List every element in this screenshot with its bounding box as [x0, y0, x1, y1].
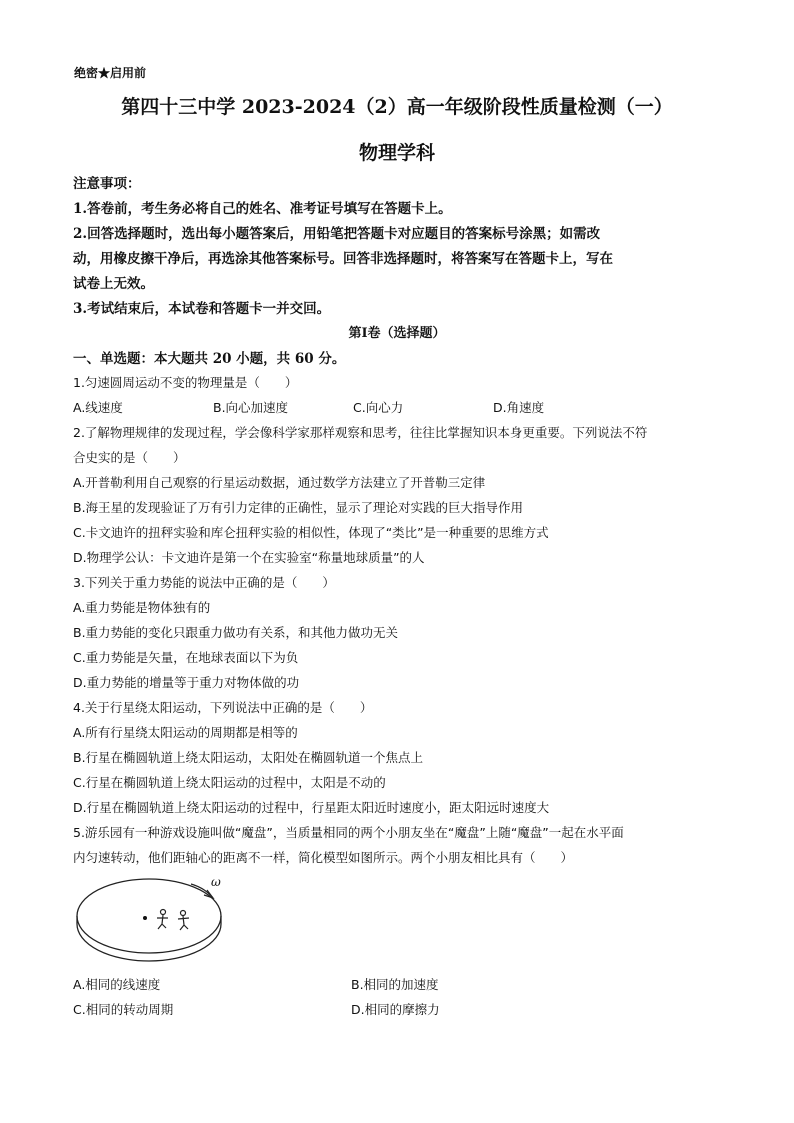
option: D.角速度: [493, 400, 545, 415]
question-stem: 内匀速转动，他们距轴心的距离不一样，简化模型如图所示。两个小朋友相比具有（ ）: [73, 850, 574, 865]
option: B.行星在椭圆轨道上绕太阳运动，太阳处在椭圆轨道一个焦点上: [73, 750, 424, 765]
notes-line: 1.答卷前，考生务必将自己的姓名、准考证号填写在答题卡上。: [73, 201, 452, 217]
option: D.行星在椭圆轨道上绕太阳运动的过程中，行星距太阳近时速度小，距太阳远时速度大: [73, 800, 550, 815]
option-row: [73, 997, 723, 1022]
notes-line: 试卷上无效。: [73, 276, 154, 292]
notes-line: 动，用橡皮擦干净后，再选涂其他答案标号。回答非选择题时，将答案写在答题卡上，写在: [73, 251, 613, 267]
notes-line: 3.考试结束后，本试卷和答题卡一并交回。: [73, 301, 331, 317]
option: C.向心力: [353, 400, 404, 415]
option: A.线速度: [73, 400, 123, 415]
question-stem: 3.下列关于重力势能的说法中正确的是（ ）: [73, 575, 335, 590]
option: A.开普勒利用自己观察的行星运动数据，通过数学方法建立了开普勒三定律: [73, 475, 486, 490]
turntable-diagram: [73, 872, 233, 970]
part-heading: 一、单选题：本大题共 20 小题，共 60 分。: [73, 351, 346, 367]
exam-title: 第四十三中学 2023-2024（2）高一年级阶段性质量检测（一）: [121, 96, 673, 118]
option: A.重力势能是物体独有的: [73, 600, 211, 615]
option: C.卡文迪许的扭秤实验和库仑扭秤实验的相似性，体现了“类比”是一种重要的思维方式: [73, 525, 549, 540]
notes-heading: 注意事项：: [73, 176, 141, 192]
option: B.相同的加速度: [351, 977, 439, 992]
question-stem: 1.匀速圆周运动不变的物理量是（ ）: [73, 375, 298, 390]
notes-line: 2.回答选择题时，选出每小题答案后，用铅笔把答题卡对应题目的答案标号涂黑；如需改: [73, 226, 601, 242]
notes-block: [73, 172, 723, 322]
option: C.相同的转动周期: [73, 1002, 174, 1017]
option: C.重力势能是矢量，在地球表面以下为负: [73, 650, 299, 665]
option: B.海王星的发现验证了万有引力定律的正确性，显示了理论对实践的巨大指导作用: [73, 500, 524, 515]
option: B.向心加速度: [213, 400, 289, 415]
option-row: [73, 395, 723, 420]
question-stem: 4.关于行星绕太阳运动，下列说法中正确的是（ ）: [73, 700, 373, 715]
subject-title: 物理学科: [358, 142, 435, 164]
option: B.重力势能的变化只跟重力做功有关系，和其他力做功无关: [73, 625, 399, 640]
question-stem: 2.了解物理规律的发现过程，学会像科学家那样观察和思考，往往比掌握知识本身更重要。下列说法不符: [73, 425, 648, 440]
option-row: [73, 972, 723, 997]
option: C.行星在椭圆轨道上绕太阳运动的过程中，太阳是不动的: [73, 775, 386, 790]
question-stem: 5.游乐园有一种游戏设施叫做“魔盘”，当质量相同的两个小朋友坐在“魔盘”上随“魔盘”一起在水平面: [73, 825, 624, 840]
option: D.相同的摩擦力: [351, 1002, 440, 1017]
option: A.所有行星绕太阳运动的周期都是相等的: [73, 725, 298, 740]
option: D.物理学公认：卡文迪许是第一个在实验室“称量地球质量”的人: [73, 550, 425, 565]
section-heading: 第Ⅰ卷（选择题）: [348, 326, 446, 341]
question-stem: 合史实的是（ ）: [73, 450, 186, 465]
confidential-label: 绝密★启用前: [74, 66, 147, 80]
turntable-figure: [73, 870, 723, 972]
option: A.相同的线速度: [73, 977, 161, 992]
questions: [73, 370, 723, 1022]
omega-label: ω: [211, 875, 221, 889]
option: D.重力势能的增量等于重力对物体做的功: [73, 675, 300, 690]
